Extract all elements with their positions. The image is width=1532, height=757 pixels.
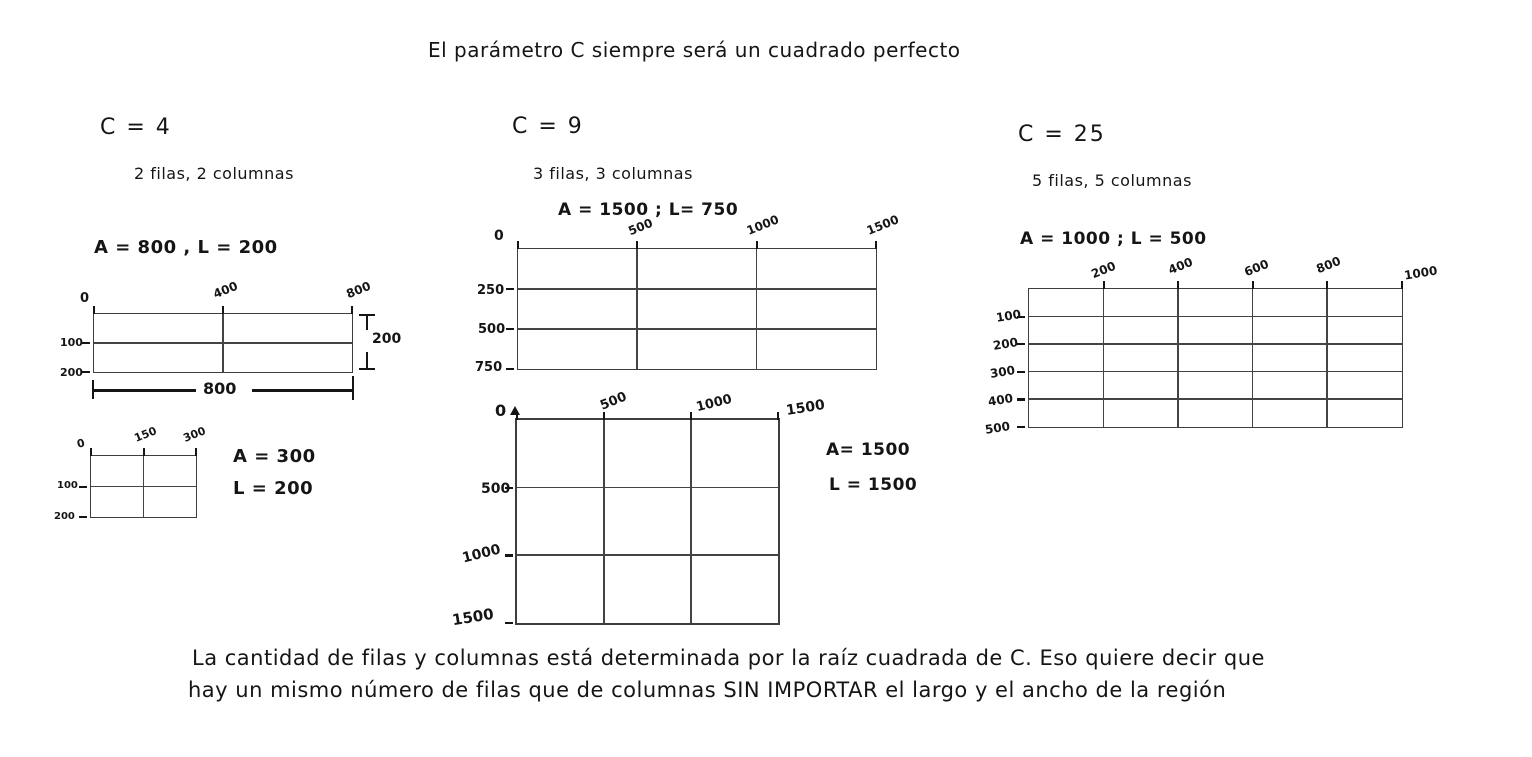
- axis-label-top: 400: [1166, 254, 1195, 278]
- axis-label-top: 1000: [694, 391, 734, 416]
- axis-label-top: 0: [80, 291, 90, 306]
- tick-mark: [875, 241, 877, 249]
- dash-mark: [82, 342, 90, 344]
- axis-label-left: 100: [57, 480, 78, 491]
- axis-label-top: 1000: [744, 212, 781, 238]
- axis-label-left: 500: [481, 481, 511, 497]
- axis-label-left: 1000: [460, 541, 503, 567]
- axis-label-left: 250: [477, 283, 505, 298]
- axis-label-left: 200: [54, 511, 75, 522]
- tick-mark: [1252, 281, 1254, 289]
- tick-mark: [1103, 281, 1105, 289]
- tick-mark: [1401, 281, 1403, 289]
- dimension-bracket: [359, 368, 375, 370]
- axis-label-top: 800: [1314, 253, 1343, 277]
- c4-example-grid-1: [93, 313, 353, 373]
- grid-line: [1029, 343, 1402, 345]
- c25-params: A = 1000 ; L = 500: [1020, 229, 1207, 249]
- axis-label-top: 150: [132, 424, 159, 445]
- c4-params: A = 800 , L = 200: [94, 237, 278, 258]
- dash-mark: [506, 328, 514, 330]
- c4-subtitle: 2 filas, 2 columnas: [134, 164, 294, 183]
- axis-label-left: 100: [60, 336, 83, 349]
- grid-line: [94, 342, 352, 344]
- tick-mark: [1177, 281, 1179, 289]
- c25-label: C = 25: [1018, 122, 1106, 147]
- tick-mark: [777, 412, 779, 420]
- c4-grid2-length-label: L = 200: [233, 478, 314, 499]
- grid-line: [518, 288, 876, 290]
- axis-label-left: 750: [475, 360, 503, 375]
- c4-label: C = 4: [100, 115, 172, 140]
- grid-line: [1326, 289, 1328, 427]
- c9-label: C = 9: [512, 114, 584, 139]
- dash-mark: [506, 288, 514, 290]
- c4-grid2-area-label: A = 300: [233, 446, 316, 467]
- axis-label-top: 500: [598, 389, 629, 414]
- c9-example-grid-2: [515, 418, 780, 625]
- tick-mark: [93, 306, 95, 314]
- axis-label-left: 200: [60, 366, 83, 379]
- dimension-bracket: [366, 316, 368, 330]
- dash-mark: [79, 516, 87, 518]
- dash-mark: [82, 371, 90, 373]
- axis-label-top: 500: [626, 215, 655, 239]
- axis-label-top: 600: [1242, 256, 1271, 280]
- c9-grid2-length-label: L = 1500: [829, 475, 918, 495]
- dash-mark: [1017, 426, 1025, 428]
- dimension-line: [352, 376, 354, 400]
- axis-label-left: 500: [478, 322, 506, 337]
- tick-mark: [1326, 281, 1328, 289]
- footer-note-line2: hay un mismo número de filas que de columnas SIN IMPORTAR el largo y el ancho de la región: [188, 678, 1227, 702]
- dash-mark: [1017, 371, 1025, 373]
- grid-line: [1029, 371, 1402, 373]
- c4-example-grid-2: [90, 455, 197, 518]
- grid-line: [517, 554, 778, 556]
- grid-line: [518, 328, 876, 330]
- grid-line: [636, 249, 638, 369]
- tick-mark: [195, 448, 197, 456]
- c9-example-grid-1: [517, 248, 877, 370]
- axis-label-top: 0: [494, 228, 504, 244]
- dash-mark: [505, 554, 513, 556]
- axis-label-left: 400: [987, 391, 1015, 409]
- c9-subtitle: 3 filas, 3 columnas: [533, 164, 693, 183]
- grid-line: [603, 420, 605, 623]
- grid-line: [517, 487, 778, 489]
- axis-label-left: 500: [984, 419, 1012, 437]
- c25-example-grid: [1028, 288, 1403, 428]
- tick-mark: [636, 241, 638, 249]
- axis-label-left: 100: [995, 307, 1023, 325]
- grid-line: [1029, 398, 1402, 400]
- tick-mark: [690, 412, 692, 420]
- grid-line: [1029, 316, 1402, 318]
- axis-arrow-icon: [510, 406, 520, 415]
- dash-mark: [506, 368, 514, 370]
- tick-mark: [90, 448, 92, 456]
- width-dimension-label: 800: [203, 379, 237, 398]
- grid-line: [690, 420, 692, 623]
- c9-params: A = 1500 ; L= 750: [558, 200, 739, 220]
- diagram-title: El parámetro C siempre será un cuadrado perfecto: [428, 38, 961, 62]
- c25-subtitle: 5 filas, 5 columnas: [1032, 171, 1192, 190]
- axis-label-top: 400: [211, 278, 240, 302]
- grid-line: [91, 486, 196, 488]
- axis-label-top: 1000: [1403, 263, 1439, 283]
- tick-mark: [222, 306, 224, 314]
- dash-mark: [505, 622, 513, 624]
- dash-mark: [1017, 398, 1025, 400]
- axis-label-left: 300: [989, 363, 1017, 381]
- dimension-line: [252, 389, 353, 392]
- c9-grid2-area-label: A= 1500: [826, 440, 911, 460]
- axis-label-top: 800: [344, 278, 373, 302]
- tick-mark: [351, 306, 353, 314]
- grid-line: [756, 249, 758, 369]
- grid-line: [1177, 289, 1179, 427]
- tick-mark: [756, 241, 758, 249]
- axis-label-top: 1500: [784, 397, 826, 419]
- footer-note-line1: La cantidad de filas y columnas está determinada por la raíz cuadrada de C. Eso quiere decir que: [192, 646, 1265, 670]
- grid-line: [1103, 289, 1105, 427]
- axis-label-top: 0: [75, 436, 87, 451]
- tick-mark: [143, 448, 145, 456]
- dash-mark: [79, 486, 87, 488]
- axis-label-top: 300: [181, 424, 208, 445]
- axis-label-top: 0: [495, 401, 507, 420]
- grid-line: [1252, 289, 1254, 427]
- height-dimension-label: 200: [372, 331, 402, 347]
- axis-label-top: 200: [1089, 258, 1118, 282]
- dimension-bracket: [366, 352, 368, 368]
- tick-mark: [517, 241, 519, 249]
- axis-label-left: 1500: [450, 604, 495, 630]
- dimension-line: [93, 389, 196, 392]
- axis-label-top: 1500: [864, 212, 901, 238]
- axis-label-left: 200: [992, 335, 1020, 353]
